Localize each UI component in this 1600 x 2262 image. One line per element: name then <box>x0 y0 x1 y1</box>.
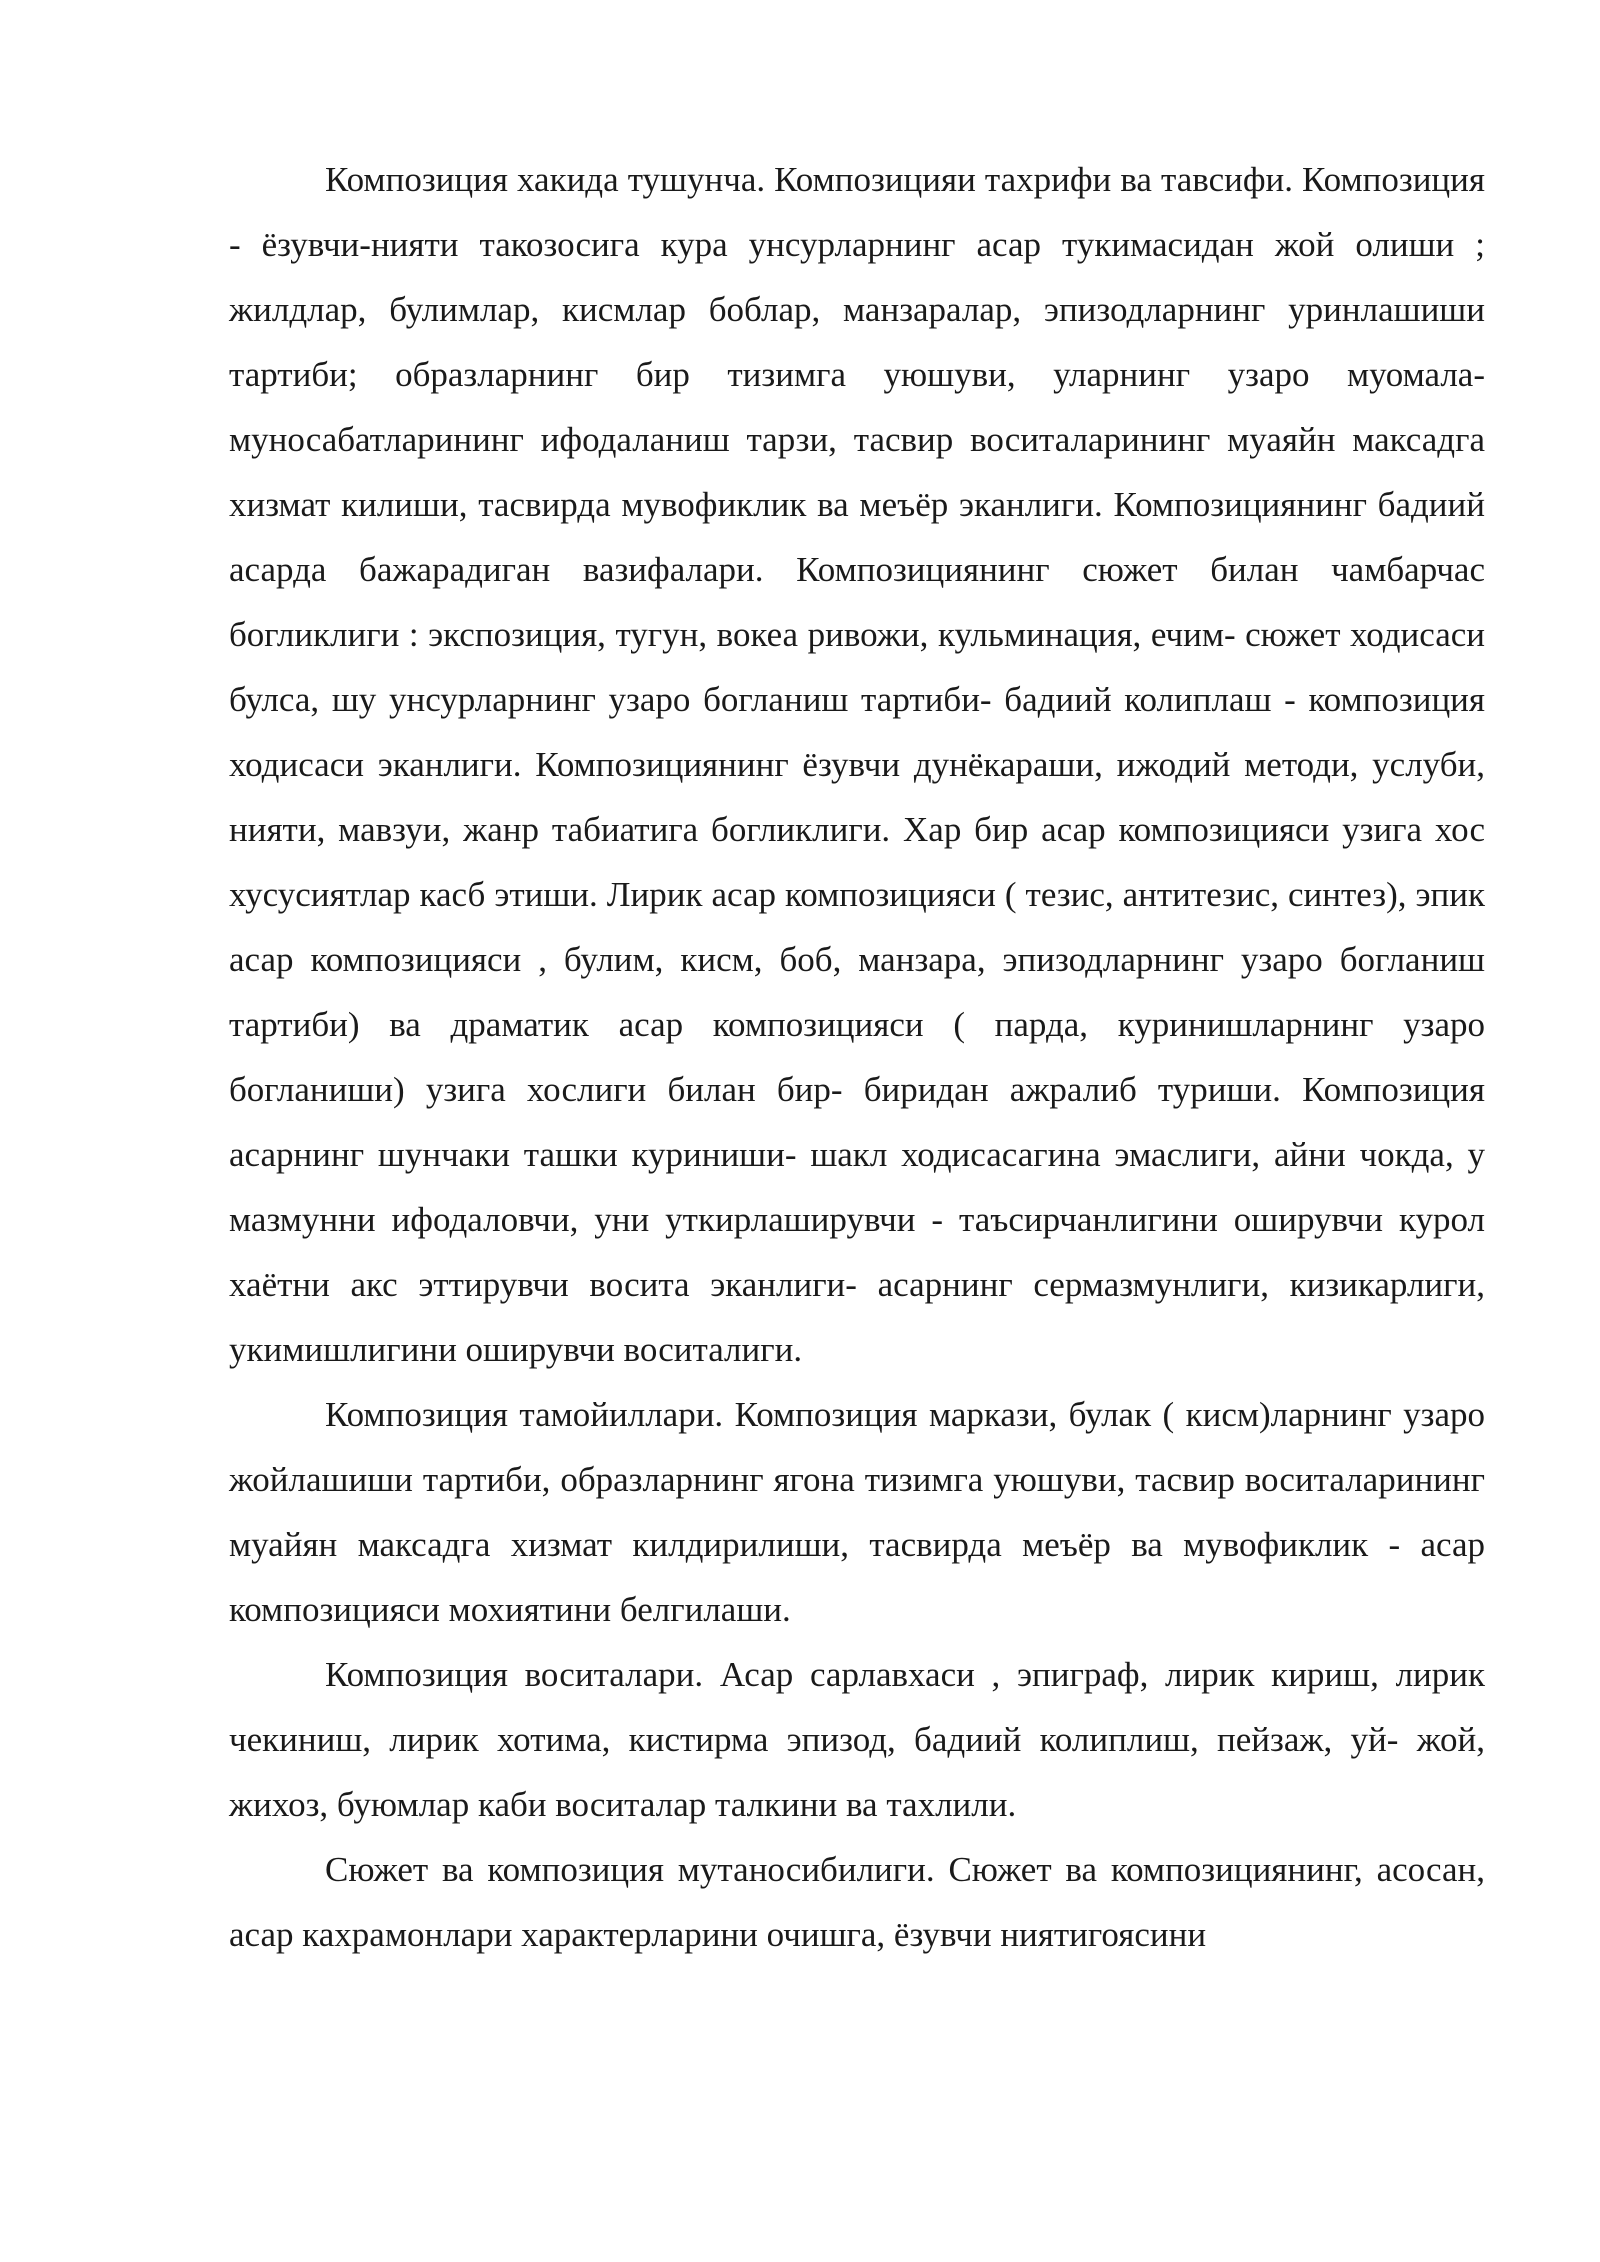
paragraph-composition-concept: Композиция хакида тушунча. Композицияи тахрифи ва тавсифи. Композиция - ёзувчи-нияти такозосига кура унсурларнинг асар тукимасидан жой олиши ; жилдлар, булимлар, кисмлар боблар, манзаралар, эпизодларнинг уринлашиши тартиби; образларнинг бир тизимга уюшуви, уларнинг узаро муомала- муносабатларининг ифодаланиш тарзи, тасвир воситаларининг муаяйн максадга хизмат килиши, тасвирда мувофиклик ва меъёр эканлиги. Композициянинг бадиий асарда бажарадиган вазифалари. Композициянинг сюжет билан чамбарчас богликлиги : экспозиция, тугун, вокеа ривожи, кульминация, ечим- сюжет ходисаси булса, шу унсурларнинг узаро богланиш тартиби- бадиий колиплаш - композиция ходисаси эканлиги. Композициянинг ёзувчи дунёкараши, ижодий методи, услуби, нияти, мавзуи, жанр табиатига богликлиги. Хар бир асар композицияси узига хос хусусиятлар касб этиши. Лирик асар композицияси ( тезис, антитезис, синтез), эпик асар композицияси , булим, кисм, боб, манзара, эпизодларнинг узаро богланиш тартиби) ва драматик асар композицияси ( парда, куринишларнинг узаро богланиши) узига хослиги билан бир- биридан ажралиб туриши. Композиция асарнинг шунчаки ташки куриниши- шакл ходисасагина эмаслиги, айни чокда, у мазмунни ифодаловчи, уни уткирлаширувчи - таъсирчанлигини оширувчи курол хаётни акс эттирувчи восита эканлиги- асарнинг сермазмунлиги, кизикарлиги, укимишлигини оширувчи воситалиги. <box>229 160 1485 1369</box>
paragraph-composition-principles: Композиция тамойиллари. Композиция маркази, булак ( кисм)ларнинг узаро жойлашиши тартиби, образларнинг ягона тизимга уюшуви, тасвир воситаларининг муайян максадга хизмат килдирилиши, тасвирда меъёр ва мувофиклик - асар композицияси мохиятини белгилаши. <box>229 1395 1485 1629</box>
paragraph-plot-composition: Сюжет ва композиция мутаносибилиги. Сюжет ва композициянинг, асосан, асар кахрамонлари характерларини очишга, ёзувчи ниятигоясини <box>229 1850 1485 1954</box>
document-body <box>229 147 1485 1967</box>
paragraph-composition-means: Композиция воситалари. Асар сарлавхаси , эпиграф, лирик кириш, лирик чекиниш, лирик хотима, кистирма эпизод, бадиий колиплиш, пейзаж, уй- жой, жихоз, буюмлар каби воситалар талкини ва тахлили. <box>229 1655 1485 1824</box>
